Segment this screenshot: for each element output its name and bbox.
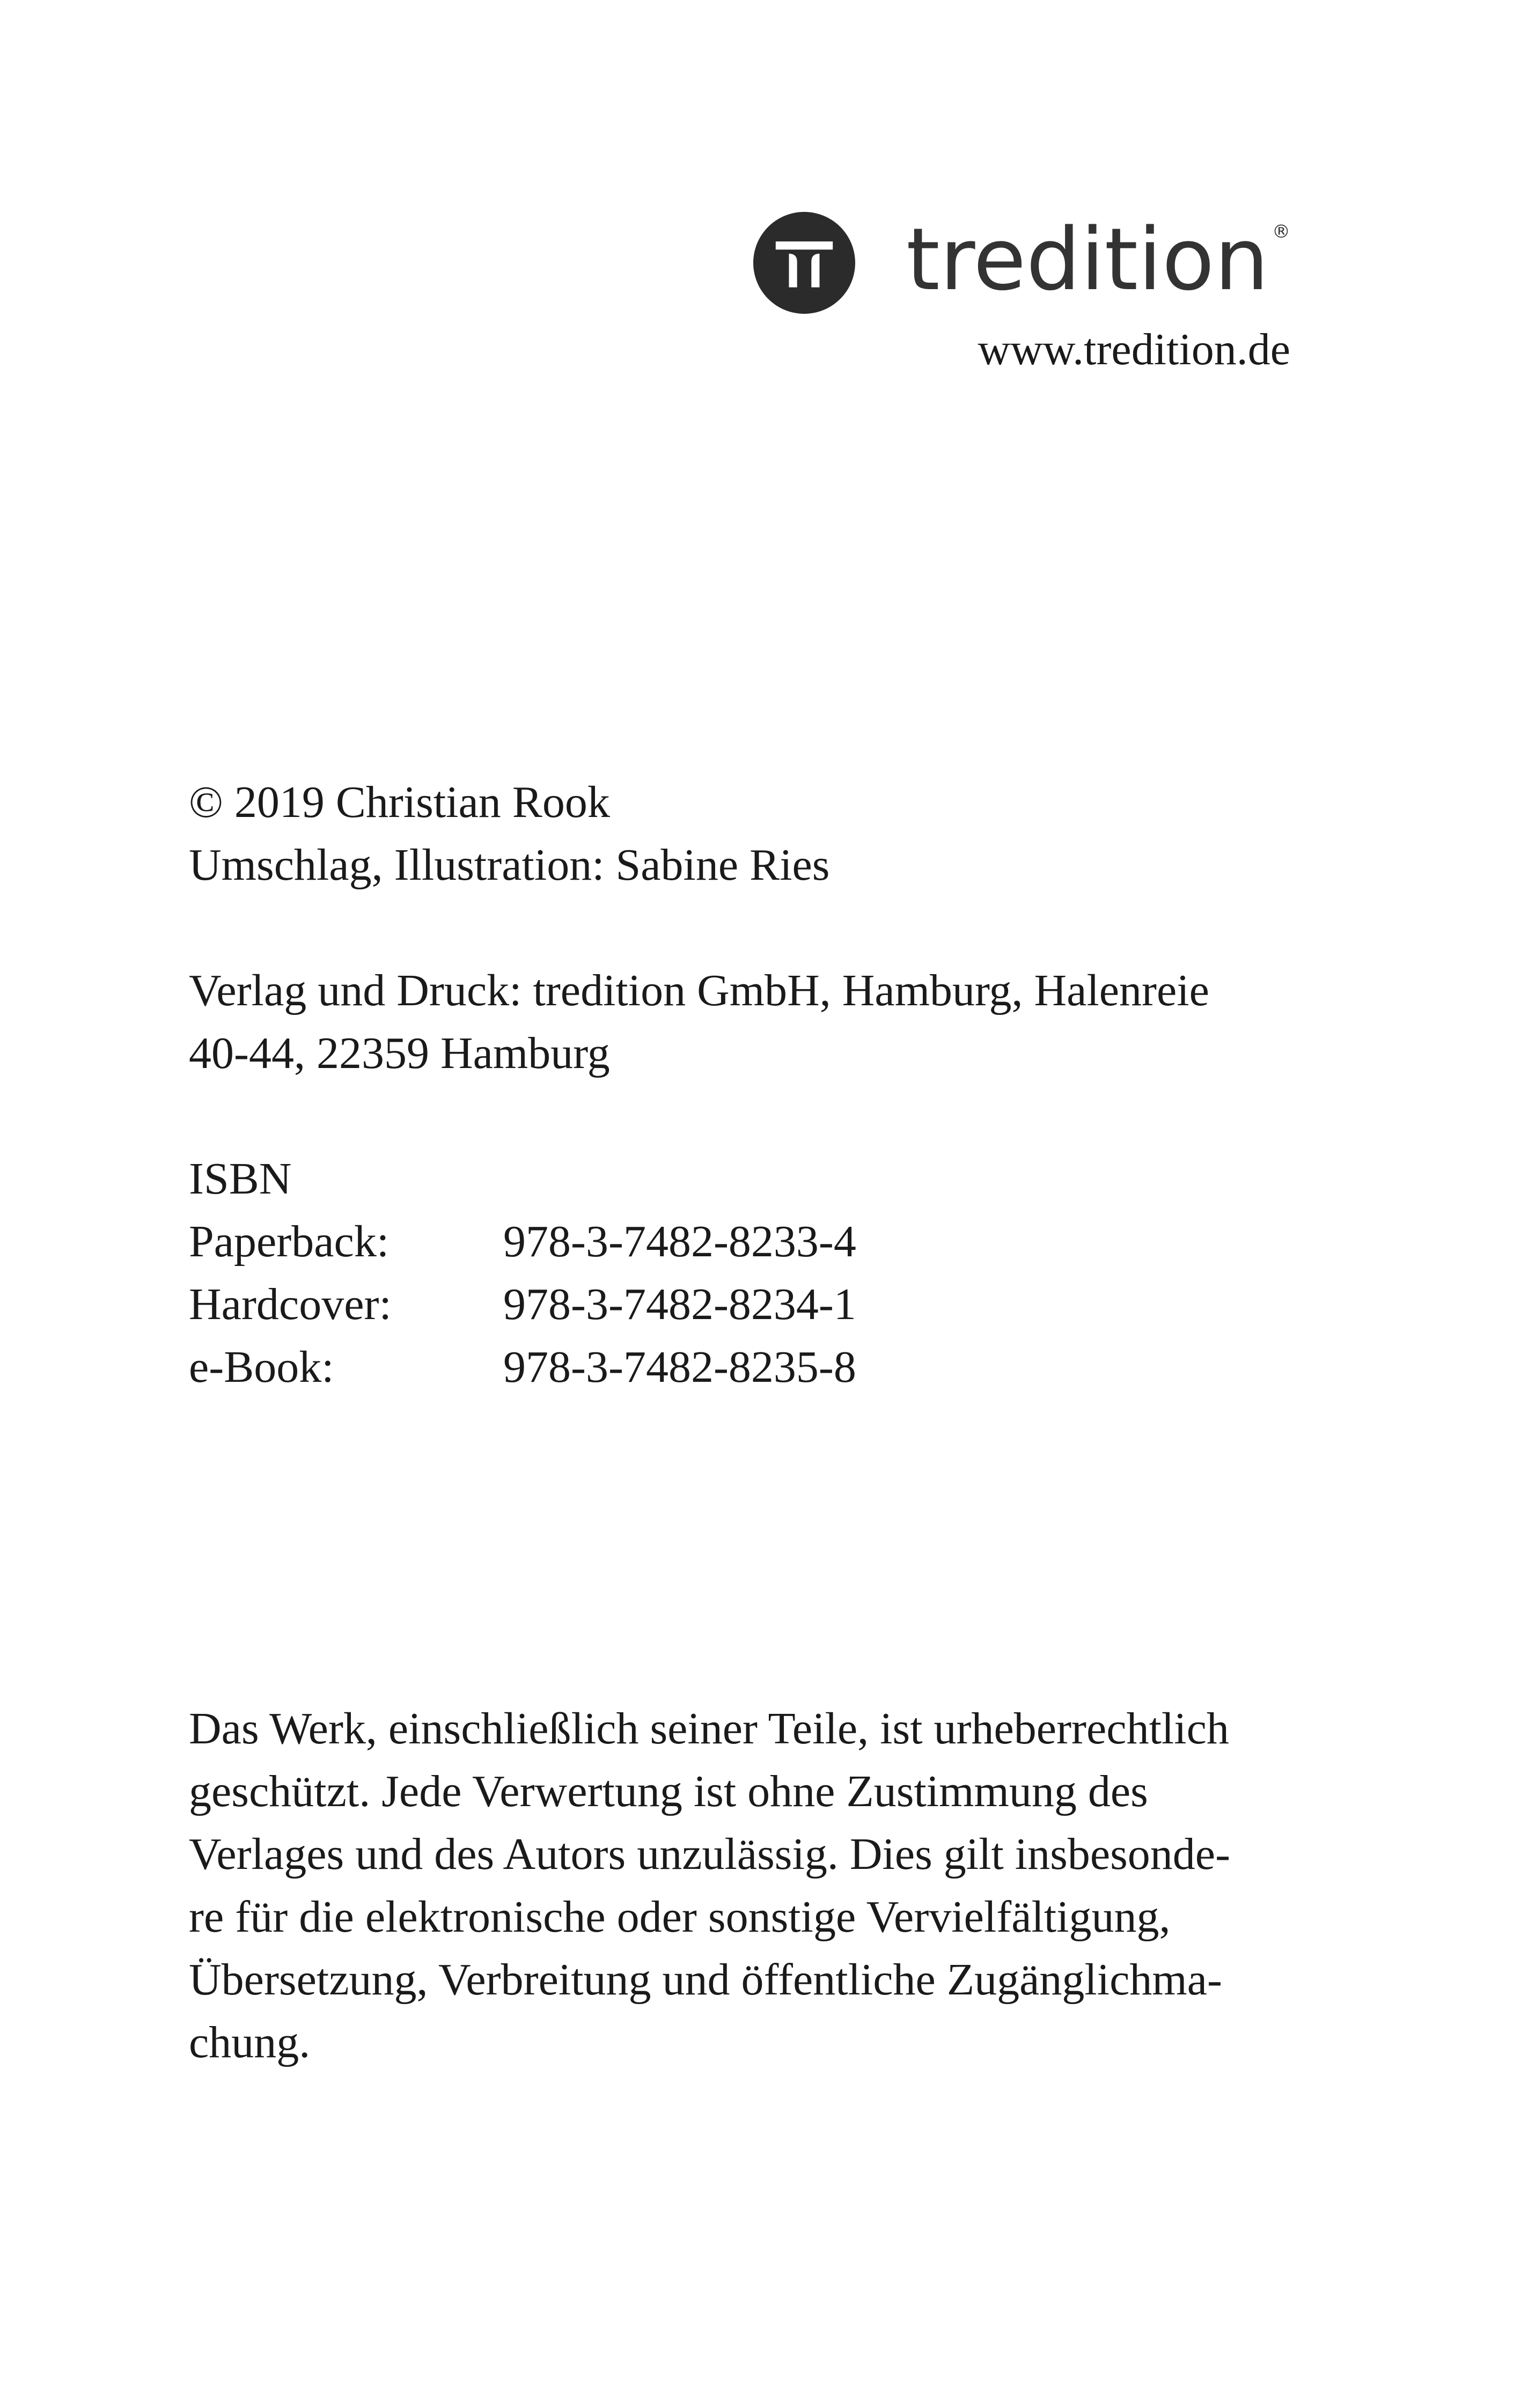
isbn-label: Paperback: [189,1217,390,1266]
notice-line: re für die elektronische oder sonstige Vervielfältigung, [189,1892,1171,1942]
publisher-line-2: 40-44, 22359 Hamburg [189,1028,610,1078]
isbn-value: 978-3-7482-8233-4 [503,1217,856,1266]
copyright-line: © 2019 Christian Rook [189,777,610,827]
isbn-block [189,1147,856,1398]
publisher-website[interactable]: www.tredition.de [978,325,1290,374]
isbn-label: e-Book: [189,1342,334,1392]
publisher-logo [753,209,1290,314]
publisher-line-1: Verlag und Druck: tredition GmbH, Hamburg, Halenreie [189,966,1209,1015]
publisher-block [189,959,1209,1085]
isbn-row-ebook [189,1336,856,1398]
isbn-value: 978-3-7482-8234-1 [503,1279,856,1329]
isbn-row-hardcover [189,1273,856,1336]
isbn-row-paperback [189,1210,856,1273]
notice-line: Übersetzung, Verbreitung und öffentliche Zugänglichma- [189,1955,1222,2005]
tredition-logo-icon [753,212,855,314]
logo-wordmark: tredition [906,209,1269,310]
isbn-value: 978-3-7482-8235-8 [503,1342,856,1392]
notice-line: chung. [189,2017,311,2067]
isbn-label: Hardcover: [189,1279,392,1329]
notice-line: Das Werk, einschließlich seiner Teile, ist urheberrechtlich [189,1704,1229,1754]
notice-line: geschützt. Jede Verwertung ist ohne Zustimmung des [189,1766,1148,1816]
notice-line: Verlages und des Autors unzulässig. Dies gilt insbesonde- [189,1829,1231,1879]
copyright-notice [189,1697,1230,2074]
cover-illustration-line: Umschlag, Illustration: Sabine Ries [189,840,830,890]
registered-mark: ® [1272,221,1290,242]
credits-block [189,771,830,896]
isbn-heading: ISBN [189,1154,292,1204]
